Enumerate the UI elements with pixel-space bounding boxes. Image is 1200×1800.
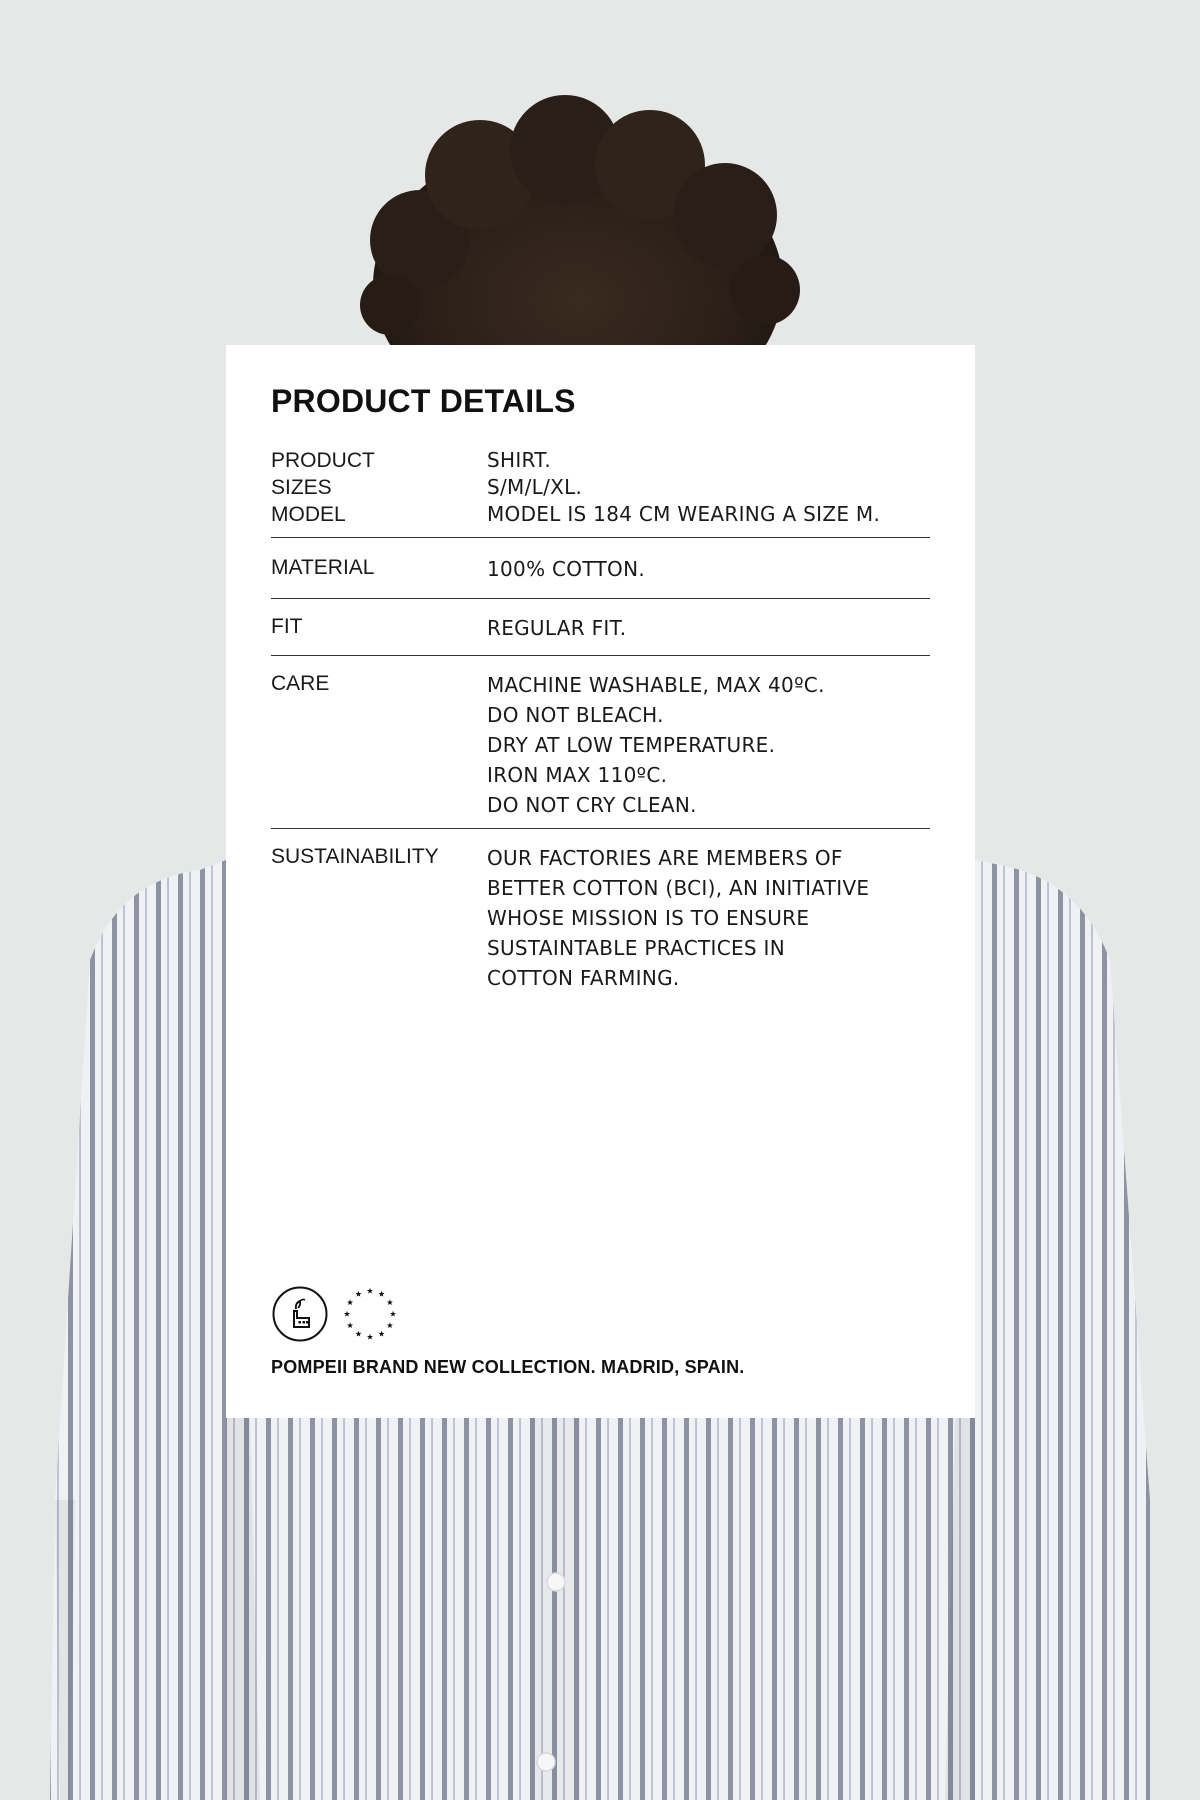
spec-row-product bbox=[271, 447, 880, 474]
spec-value: MACHINE WASHABLE, MAX 40ºC. bbox=[487, 673, 825, 697]
star-icon bbox=[387, 1299, 393, 1305]
star-icon bbox=[347, 1322, 353, 1328]
spec-value: OUR FACTORIES ARE MEMBERS OF bbox=[487, 846, 843, 870]
spec-label: CARE bbox=[271, 672, 330, 695]
spec-label: FIT bbox=[271, 615, 303, 638]
spec-label: PRODUCT bbox=[271, 449, 375, 472]
spec-value: IRON MAX 110ºC. bbox=[487, 763, 668, 787]
star-icon bbox=[378, 1291, 384, 1297]
spec-value: DO NOT CRY CLEAN. bbox=[487, 793, 697, 817]
spec-label: MODEL bbox=[271, 503, 346, 526]
spec-row-sustainability bbox=[271, 829, 930, 993]
star-icon bbox=[367, 1334, 373, 1340]
spec-value: SUSTAINTABLE PRACTICES IN bbox=[487, 936, 786, 960]
card-footer bbox=[271, 1285, 744, 1378]
spec-value: 100% COTTON. bbox=[487, 557, 645, 581]
spec-row-fit bbox=[271, 599, 930, 656]
spec-value: REGULAR FIT. bbox=[487, 616, 627, 640]
badge-row bbox=[271, 1285, 744, 1343]
star-icon bbox=[344, 1311, 350, 1317]
spec-value: MODEL IS 184 CM WEARING A SIZE M. bbox=[487, 502, 881, 526]
card-title: PRODUCT DETAILS bbox=[271, 383, 576, 419]
spec-value: COTTON FARMING. bbox=[487, 966, 680, 990]
spec-row-model bbox=[271, 501, 880, 528]
spec-value: S/M/L/XL. bbox=[487, 475, 583, 499]
spec-value: SHIRT. bbox=[487, 448, 552, 472]
spec-value: WHOSE MISSION IS TO ENSURE bbox=[487, 906, 810, 930]
spec-row-material bbox=[271, 538, 930, 599]
star-icon bbox=[355, 1331, 361, 1337]
star-icon bbox=[387, 1322, 393, 1328]
factory-icon bbox=[271, 1285, 329, 1343]
spec-group-basics bbox=[271, 447, 930, 538]
spec-row-sizes bbox=[271, 474, 880, 501]
star-icon bbox=[355, 1291, 361, 1297]
spec-label: SUSTAINABILITY bbox=[271, 845, 439, 868]
spec-value: BETTER COTTON (BCI), AN INITIATIVE bbox=[487, 876, 870, 900]
product-details-card bbox=[226, 345, 975, 1418]
eu-stars-icon bbox=[341, 1285, 399, 1343]
star-icon bbox=[390, 1311, 396, 1317]
brand-footer: POMPEII BRAND NEW COLLECTION. MADRID, SPAIN. bbox=[271, 1357, 745, 1377]
spec-label: SIZES bbox=[271, 476, 332, 499]
spec-value: DRY AT LOW TEMPERATURE. bbox=[487, 733, 776, 757]
star-icon bbox=[378, 1331, 384, 1337]
spec-value: DO NOT BLEACH. bbox=[487, 703, 664, 727]
star-icon bbox=[347, 1299, 353, 1305]
spec-row-care bbox=[271, 656, 930, 829]
spec-label: MATERIAL bbox=[271, 556, 375, 579]
star-icon bbox=[367, 1288, 373, 1294]
